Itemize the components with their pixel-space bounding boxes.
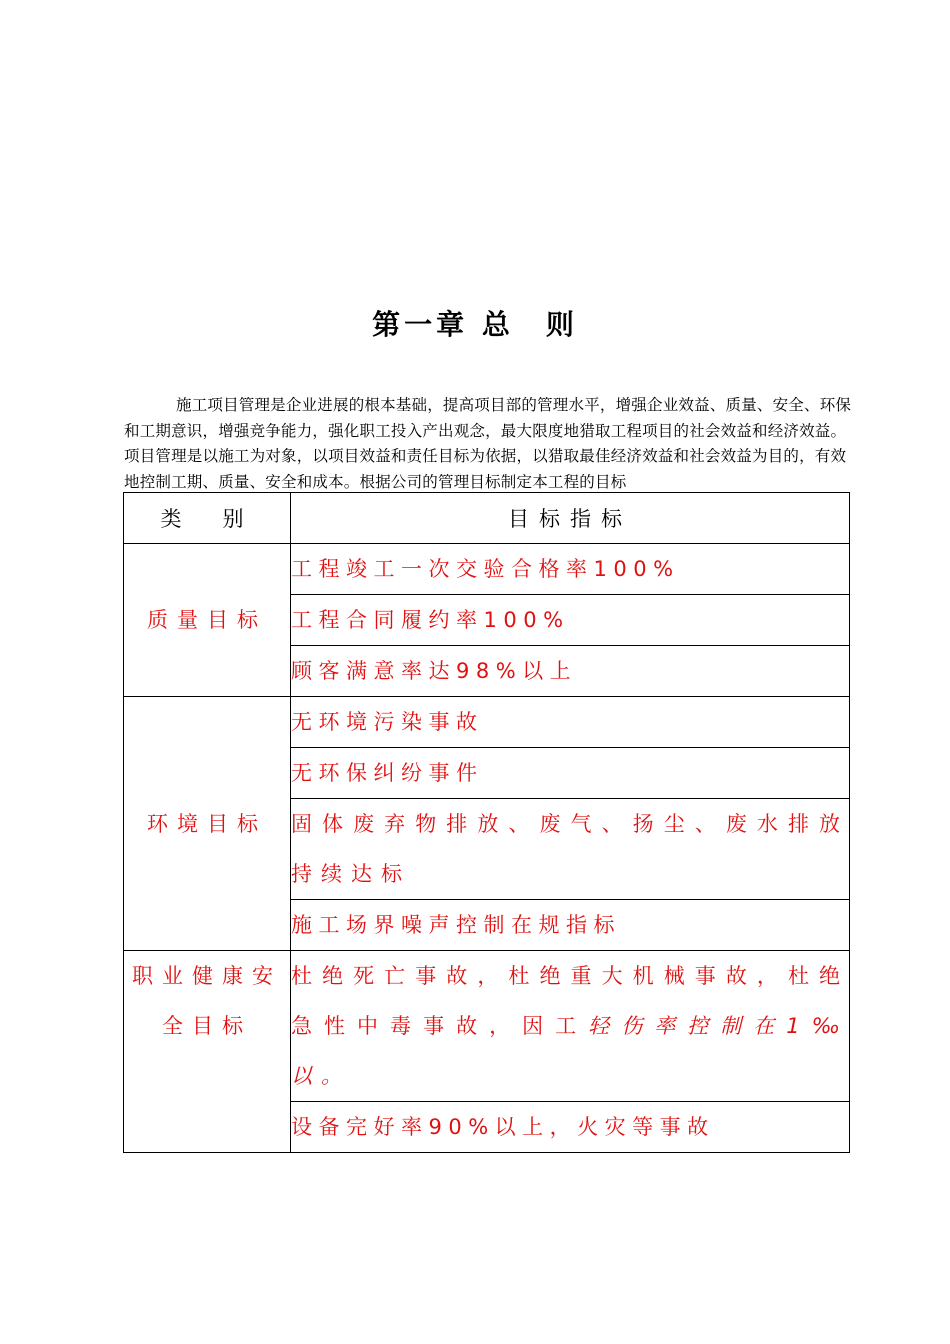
target-item-italic-text: 轻伤率控制在1‰以。 bbox=[291, 1014, 850, 1088]
header-category: 类 别 bbox=[124, 493, 291, 544]
table-row bbox=[124, 544, 850, 595]
target-item: 固体废弃物排放、废气、扬尘、废水排放持续达标 bbox=[291, 799, 850, 900]
target-item: 工程竣工一次交验合格率100% bbox=[291, 544, 850, 595]
header-target: 目标指标 bbox=[291, 493, 850, 544]
category-ohs: 职业健康安全目标 bbox=[124, 951, 291, 1153]
target-item: 施工场界噪声控制在规指标 bbox=[291, 900, 850, 951]
table-row bbox=[124, 951, 850, 1102]
table-row bbox=[124, 697, 850, 748]
table-header-row bbox=[124, 493, 850, 544]
target-item: 无环保纠纷事件 bbox=[291, 748, 850, 799]
target-item-text: 杜绝死亡事故，杜绝重大机械事故，杜绝急性中毒事故，因工 bbox=[291, 964, 849, 1038]
page-title: 第一章 总 则 bbox=[372, 308, 578, 341]
target-item: 无环境污染事故 bbox=[291, 697, 850, 748]
target-item: 设备完好率90%以上，火灾等事故 bbox=[291, 1102, 850, 1153]
targets-table bbox=[123, 492, 850, 1153]
target-item: 工程合同履约率100% bbox=[291, 595, 850, 646]
intro-paragraph: 施工项目管理是企业进展的根本基础，提高项目部的管理水平，增强企业效益、质量、安全、环保和工期意识，增强竞争能力，强化职工投入产出观念，最大限度地猎取工程项目的社会效益和经济效益。项目管理是以施工为对象，以项目效益和责任目标为依据，以猎取最佳经济效益和社会效益为目的，有效地控制工期、质量、安全和成本。根据公司的管理目标制定本工程的目标 bbox=[124, 396, 852, 491]
category-environment: 环境目标 bbox=[124, 697, 291, 951]
target-item bbox=[291, 951, 850, 1102]
target-item: 顾客满意率达98%以上 bbox=[291, 646, 850, 697]
category-quality: 质量目标 bbox=[124, 544, 291, 697]
